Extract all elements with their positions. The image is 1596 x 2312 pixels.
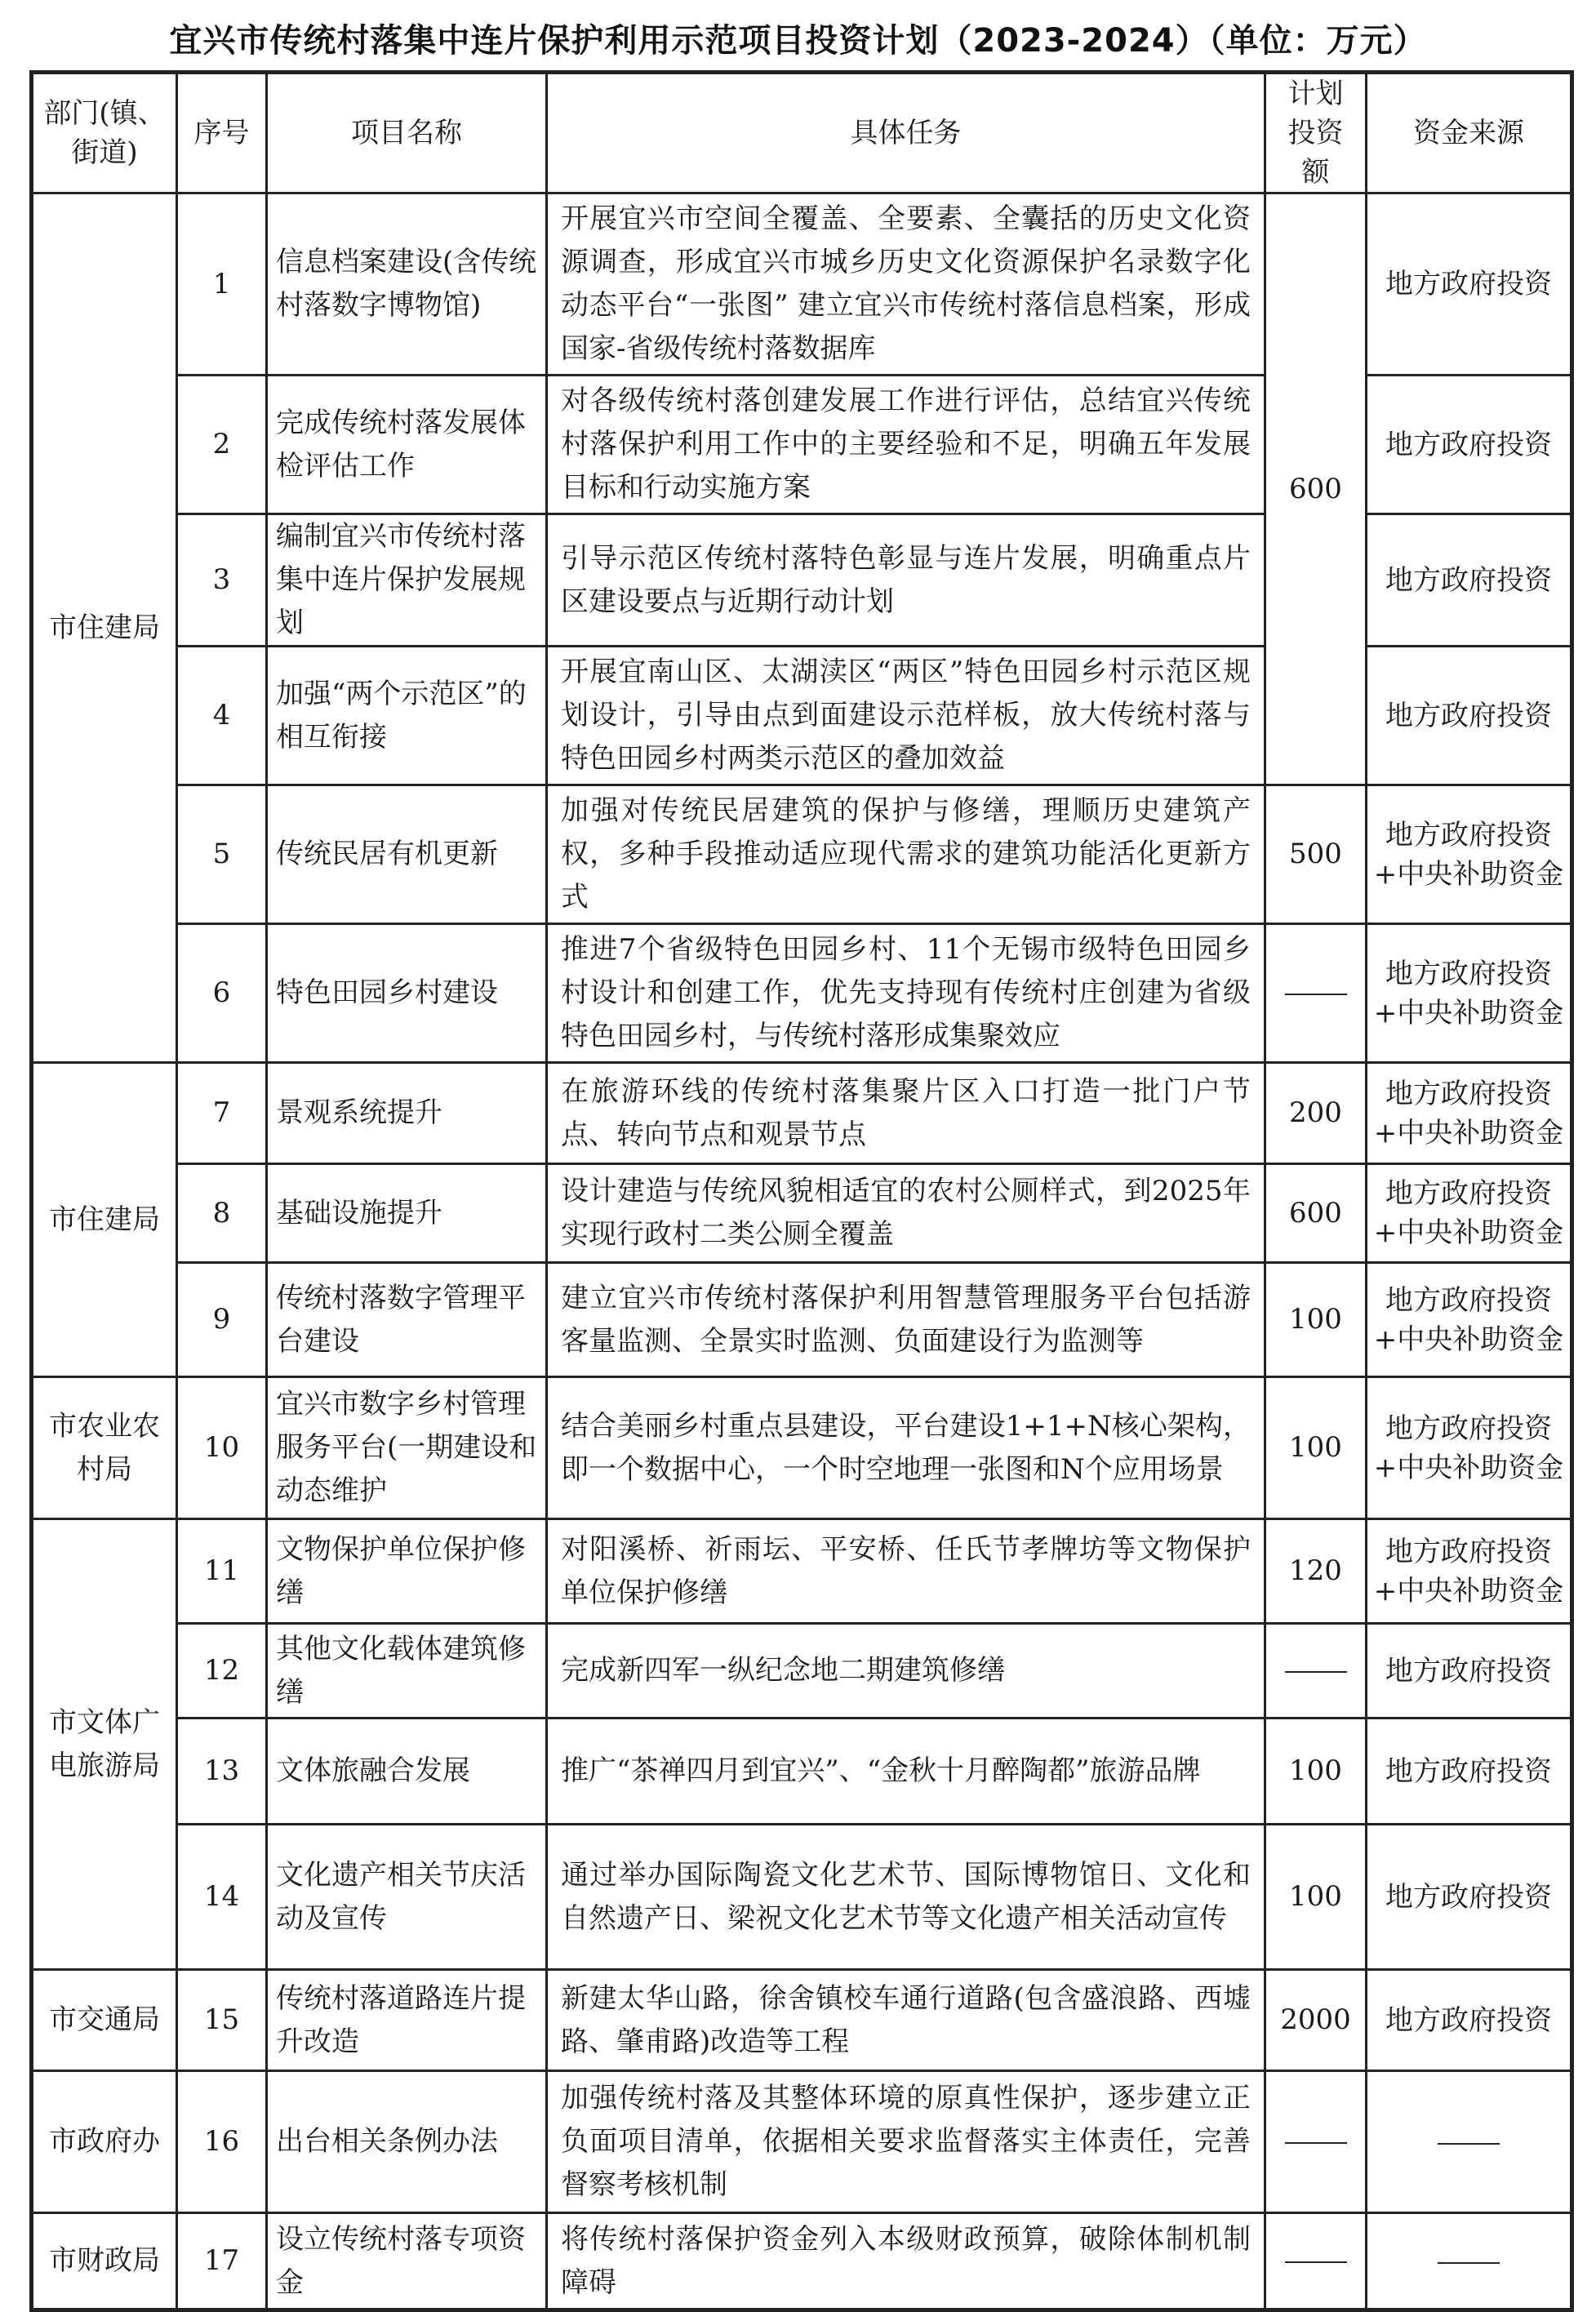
funding-source: 地方政府投资+中央补助资金 <box>1367 1377 1572 1519</box>
table-row <box>32 193 1572 376</box>
investment-amount: 100 <box>1265 1263 1367 1377</box>
task-description: 加强传统村落及其整体环境的原真性保护，逐步建立正负面项目清单，依据相关要求监督落实主体责任，完善督察考核机制 <box>547 2071 1265 2213</box>
funding-source: 地方政府投资+中央补助资金 <box>1367 1164 1572 1263</box>
funding-source: 地方政府投资+中央补助资金 <box>1367 1263 1572 1377</box>
table-header-row <box>32 73 1572 193</box>
table-row <box>32 1519 1572 1624</box>
investment-amount: 2000 <box>1265 1970 1367 2071</box>
funding-source: 地方政府投资 <box>1367 647 1572 785</box>
table-row <box>32 1718 1572 1825</box>
row-number: 10 <box>177 1377 267 1519</box>
row-number: 13 <box>177 1718 267 1825</box>
project-name: 文物保护单位保护修缮 <box>267 1519 547 1624</box>
task-description: 对阳溪桥、祈雨坛、平安桥、任氏节孝牌坊等文物保护单位保护修缮 <box>547 1519 1265 1624</box>
dept-cell: 市财政局 <box>32 2213 177 2310</box>
project-name: 其他文化载体建筑修缮 <box>267 1624 547 1718</box>
funding-source <box>1367 2213 1572 2310</box>
project-name: 文化遗产相关节庆活动及宣传 <box>267 1825 547 1970</box>
funding-source: 地方政府投资+中央补助资金 <box>1367 785 1572 924</box>
funding-source: 地方政府投资 <box>1367 514 1572 647</box>
investment-amount: 100 <box>1265 1825 1367 1970</box>
table-row <box>32 1263 1572 1377</box>
project-name: 信息档案建设(含传统村落数字博物馆) <box>267 193 547 376</box>
investment-amount: 500 <box>1265 785 1367 924</box>
funding-source: 地方政府投资 <box>1367 1825 1572 1970</box>
table-row <box>32 1624 1572 1718</box>
funding-source: 地方政府投资+中央补助资金 <box>1367 1063 1572 1164</box>
project-name: 完成传统村落发展体检评估工作 <box>267 376 547 514</box>
funding-source: 地方政府投资+中央补助资金 <box>1367 924 1572 1063</box>
dept-cell: 市住建局 <box>32 1063 177 1377</box>
table-row <box>32 2213 1572 2310</box>
row-number: 3 <box>177 514 267 647</box>
project-name: 传统村落道路连片提升改造 <box>267 1970 547 2071</box>
project-name: 文体旅融合发展 <box>267 1718 547 1825</box>
empty-dash <box>1285 2261 1347 2263</box>
project-name: 景观系统提升 <box>267 1063 547 1164</box>
investment-amount: 100 <box>1265 1718 1367 1825</box>
task-description: 开展宜兴市空间全覆盖、全要素、全囊括的历史文化资源调查，形成宜兴市城乡历史文化资源保护名录数字化动态平台“一张图” 建立宜兴市传统村落信息档案，形成国家-省级传统村落数据库 <box>547 193 1265 376</box>
table-row <box>32 1164 1572 1263</box>
project-name: 特色田园乡村建设 <box>267 924 547 1063</box>
investment-amount <box>1265 924 1367 1063</box>
page-title: 宜兴市传统村落集中连片保护利用示范项目投资计划（2023-2024）（单位：万元） <box>169 22 1427 60</box>
task-description: 推进7个省级特色田园乡村、11个无锡市级特色田园乡村设计和创建工作，优先支持现有传统村庄创建为省级特色田园乡村，与传统村落形成集聚效应 <box>547 924 1265 1063</box>
investment-plan-table <box>29 70 1574 2312</box>
row-number: 17 <box>177 2213 267 2310</box>
row-number: 11 <box>177 1519 267 1624</box>
project-name: 加强“两个示范区”的相互衔接 <box>267 647 547 785</box>
investment-amount: 120 <box>1265 1519 1367 1624</box>
dept-cell: 市交通局 <box>32 1970 177 2071</box>
task-description: 开展宜南山区、太湖渎区“两区”特色田园乡村示范区规划设计，引导由点到面建设示范样板，放大传统村落与特色田园乡村两类示范区的叠加效益 <box>547 647 1265 785</box>
dept-cell: 市文体广电旅游局 <box>32 1519 177 1970</box>
header-amount: 计划投资额 <box>1265 73 1367 193</box>
task-description: 推广“茶禅四月到宜兴”、“金秋十月醉陶都”旅游品牌 <box>547 1718 1265 1825</box>
funding-source: 地方政府投资 <box>1367 1718 1572 1825</box>
row-number: 15 <box>177 1970 267 2071</box>
funding-source: 地方政府投资 <box>1367 376 1572 514</box>
row-number: 8 <box>177 1164 267 1263</box>
row-number: 9 <box>177 1263 267 1377</box>
task-description: 在旅游环线的传统村落集聚片区入口打造一批门户节点、转向节点和观景节点 <box>547 1063 1265 1164</box>
project-name: 设立传统村落专项资金 <box>267 2213 547 2310</box>
table-row <box>32 1970 1572 2071</box>
table-row <box>32 1063 1572 1164</box>
funding-source: 地方政府投资+中央补助资金 <box>1367 1519 1572 1624</box>
project-name: 传统民居有机更新 <box>267 785 547 924</box>
project-name: 编制宜兴市传统村落集中连片保护发展规划 <box>267 514 547 647</box>
empty-dash <box>1285 1671 1347 1673</box>
task-description: 完成新四军一纵纪念地二期建筑修缮 <box>547 1624 1265 1718</box>
task-description: 新建太华山路，徐舍镇校车通行道路(包含盛浪路、西墟路、肇甫路)改造等工程 <box>547 1970 1265 2071</box>
header-task: 具体任务 <box>547 73 1265 193</box>
task-description: 设计建造与传统风貌相适宜的农村公厕样式，到2025年实现行政村二类公厕全覆盖 <box>547 1164 1265 1263</box>
table-row <box>32 785 1572 924</box>
table-row <box>32 1825 1572 1970</box>
header-dept: 部门(镇、街道) <box>32 73 177 193</box>
row-number: 14 <box>177 1825 267 1970</box>
header-source: 资金来源 <box>1367 73 1572 193</box>
investment-amount: 200 <box>1265 1063 1367 1164</box>
investment-amount: 100 <box>1265 1377 1367 1519</box>
row-number: 16 <box>177 2071 267 2213</box>
dept-cell: 市政府办 <box>32 2071 177 2213</box>
header-name: 项目名称 <box>267 73 547 193</box>
empty-dash <box>1438 2262 1500 2264</box>
row-number: 7 <box>177 1063 267 1164</box>
funding-source: 地方政府投资 <box>1367 1970 1572 2071</box>
empty-dash <box>1285 2142 1347 2144</box>
row-number: 12 <box>177 1624 267 1718</box>
investment-amount <box>1265 2071 1367 2213</box>
header-num: 序号 <box>177 73 267 193</box>
row-number: 4 <box>177 647 267 785</box>
task-description: 将传统村落保护资金列入本级财政预算，破除体制机制障碍 <box>547 2213 1265 2310</box>
investment-amount <box>1265 2213 1367 2310</box>
project-name: 宜兴市数字乡村管理服务平台(一期建设和动态维护 <box>267 1377 547 1519</box>
task-description: 对各级传统村落创建发展工作进行评估，总结宜兴传统村落保护利用工作中的主要经验和不足，明确五年发展目标和行动实施方案 <box>547 376 1265 514</box>
task-description: 建立宜兴市传统村落保护利用智慧管理服务平台包括游客量监测、全景实时监测、负面建设行为监测等 <box>547 1263 1265 1377</box>
table-row <box>32 2071 1572 2213</box>
row-number: 1 <box>177 193 267 376</box>
table-body <box>32 193 1572 2310</box>
funding-source: 地方政府投资 <box>1367 1624 1572 1718</box>
row-number: 2 <box>177 376 267 514</box>
funding-source <box>1367 2071 1572 2213</box>
project-name: 基础设施提升 <box>267 1164 547 1263</box>
row-number: 6 <box>177 924 267 1063</box>
dept-cell: 市农业农村局 <box>32 1377 177 1519</box>
project-name: 出台相关条例办法 <box>267 2071 547 2213</box>
table-row <box>32 1377 1572 1519</box>
empty-dash <box>1438 2143 1500 2145</box>
task-description: 引导示范区传统村落特色彰显与连片发展，明确重点片区建设要点与近期行动计划 <box>547 514 1265 647</box>
funding-source: 地方政府投资 <box>1367 193 1572 376</box>
row-number: 5 <box>177 785 267 924</box>
task-description: 通过举办国际陶瓷文化艺术节、国际博物馆日、文化和自然遗产日、梁祝文化艺术节等文化遗产相关活动宣传 <box>547 1825 1265 1970</box>
investment-amount <box>1265 1624 1367 1718</box>
investment-amount: 600 <box>1265 193 1367 785</box>
task-description: 加强对传统民居建筑的保护与修缮，理顺历史建筑产权，多种手段推动适应现代需求的建筑功能活化更新方式 <box>547 785 1265 924</box>
empty-dash <box>1285 994 1347 995</box>
project-name: 传统村落数字管理平台建设 <box>267 1263 547 1377</box>
table-row <box>32 924 1572 1063</box>
dept-cell: 市住建局 <box>32 193 177 1063</box>
investment-amount: 600 <box>1265 1164 1367 1263</box>
task-description: 结合美丽乡村重点县建设，平台建设1+1+N核心架构，即一个数据中心，一个时空地理一张图和N个应用场景 <box>547 1377 1265 1519</box>
